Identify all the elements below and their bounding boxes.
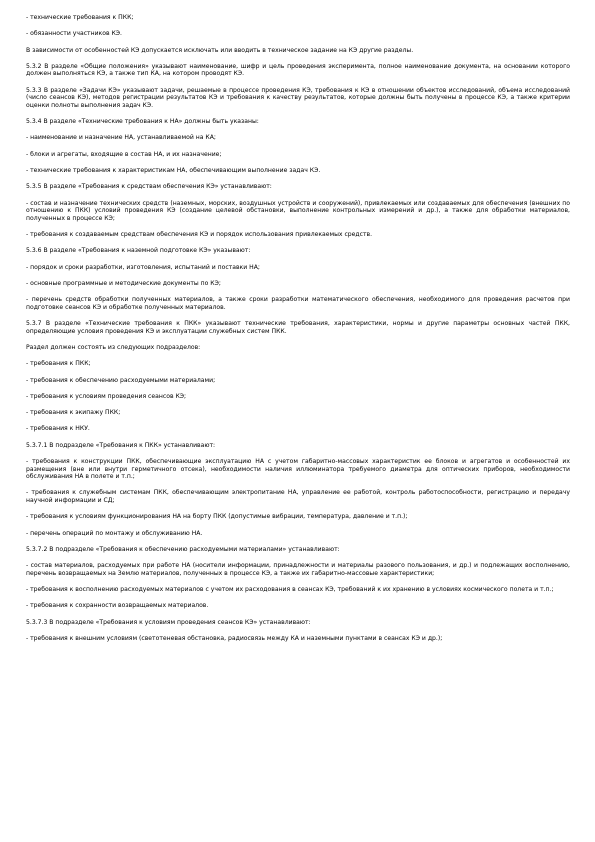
list-item-na-characteristics: - технические требования к характеристикам НА, обеспечивающим выполнение задач КЭ.	[26, 167, 321, 175]
clause-5-3-3: 5.3.3 В разделе «Задачи КЭ» указывают задачи, решаемые в процессе проведения КЭ, требования к КЭ в отношении объектов исследований, объема исследований (число сеансов КЭ), методов регистрации результатов КЭ и требования к качеству результатов, которые должны быть получены в процессе КЭ, а также критерии оценки полноты выполнения задач КЭ.	[26, 86, 570, 109]
list-item-replenishment: - требования к восполнению расходуемых материалов с учетом их расходования в сеансах КЭ, требований к их хранению в условиях космического полета и т.п.;	[26, 585, 554, 593]
clause-5-3-7-2: 5.3.7.2 В подразделе «Требования к обеспечению расходуемыми материалами» устанавливают:	[26, 545, 340, 553]
list-item-mounting-operations: - перечень операций по монтажу и обслуживанию НА.	[26, 529, 203, 537]
list-item-participant-duties: - обязанности участников КЭ.	[26, 30, 122, 38]
list-item-nku: - требования к НКУ.	[26, 425, 90, 433]
list-item-technical-means: - состав и назначение технических средств (наземных, морских, воздушных устройств и сооружений), привлекаемых или создаваемых для обеспечения (внешних по отношению к ПКК) условий проведения КЭ (создание целевой обстановки, выполнение контрольных измерений и др.), а также для обработки материалов, полученных в процессе КЭ;	[26, 199, 570, 222]
list-item-external-conditions: - требования к внешним условиям (светотеневая обстановка, радиосвязь между КА и наземными пунктами в сеансах КЭ и др.);	[26, 634, 443, 642]
clause-5-3-4: 5.3.4 В разделе «Технические требования к НА» должны быть указаны:	[26, 118, 259, 126]
list-item-na-name: - наименование и назначение НА, устанавливаемой на КА;	[26, 134, 216, 142]
list-item-technical-requirements: - технические требования к ПКК;	[26, 14, 134, 21]
list-item-service-systems: - требования к служебным системам ПКК, обеспечивающим электропитание НА, управление ее работой, контроль работоспособности, регистрацию и передачу научной информации и СД;	[26, 489, 570, 504]
list-item-processing-means: - перечень средств обработки полученных материалов, а также сроки разработки математического обеспечения, необходимого для проведения расчетов при подготовке сеансов КЭ и обработке полученных материалов.	[26, 296, 570, 311]
clause-5-3-5: 5.3.5 В разделе «Требования к средствам обеспечения КЭ» устанавливают:	[26, 183, 272, 191]
list-item-pkk: - требования к ПКК;	[26, 360, 91, 368]
list-item-documents: - основные программные и методические документы по КЭ;	[26, 279, 221, 287]
list-item-session-conditions: - требования к условиям проведения сеансов КЭ;	[26, 392, 187, 400]
list-item-crew: - требования к экипажу ПКК;	[26, 409, 121, 417]
list-item-materials-composition: - состав материалов, расходуемых при работе НА (носители информации, принадлежности и материалы разового пользования, и др.) и подлежащих восполнению, перечень возвращаемых на Землю материалов, полученных в процессе КЭ, а также их габаритно-массовые характеристики;	[26, 562, 570, 577]
clause-5-3-6: 5.3.6 В разделе «Требования к наземной подготовке КЭ» указывают:	[26, 247, 251, 255]
list-item-development-order: - порядок и сроки разработки, изготовления, испытаний и поставки НА;	[26, 263, 260, 271]
clause-5-3-7-1: 5.3.7.1 В подразделе «Требования к ПКК» устанавливают:	[26, 441, 216, 449]
document-page	[26, 14, 570, 651]
paragraph-sections-note: В зависимости от особенностей КЭ допускается исключать или вводить в техническое задание на КЭ другие разделы.	[26, 46, 414, 54]
list-item-consumables: - требования к обеспечению расходуемыми материалами;	[26, 376, 216, 384]
list-item-construction: - требования к конструкции ПКК, обеспечивающие эксплуатацию НА с учетом габаритно-массовых характеристик ее блоков и агрегатов и особенностей их размещения (вне или внутри герметичного отсека), необходимости наличия иллюминатора требуемого диаметра для оптических приборов, необходимости обслуживания НА в полете и т.п.;	[26, 457, 570, 481]
clause-5-3-7-3: 5.3.7.3 В подразделе «Требования к условиям проведения сеансов КЭ» устанавливают:	[26, 618, 311, 626]
list-item-means-requirements: - требования к создаваемым средствам обеспечения КЭ и порядок использования привлекаемых средств.	[26, 231, 373, 239]
clause-5-3-7: 5.3.7 В разделе «Технические требования к ПКК» указывают технические требования, характеристики, нормы и другие параметры основных частей ПКК, определяющие условия проведения КЭ и эксплуатации служебных систем ПКК.	[26, 320, 570, 335]
list-item-material-safety: - требования к сохранности возвращаемых материалов.	[26, 602, 209, 610]
paragraph-subsections: Раздел должен состоять из следующих подразделов:	[26, 343, 201, 351]
clause-5-3-2: 5.3.2 В разделе «Общие положения» указывают наименование, шифр и цель проведения эксперимента, полное наименование документа, на основании которого должен выполняться КЭ, а также тип КА, на котором проводят КЭ.	[26, 62, 570, 78]
list-item-na-blocks: - блоки и агрегаты, входящие в состав НА, и их назначение;	[26, 150, 222, 158]
list-item-operating-conditions: - требования к условиям функционирования НА на борту ПКК (допустимые вибрации, температура, давление и т.п.);	[26, 513, 408, 521]
